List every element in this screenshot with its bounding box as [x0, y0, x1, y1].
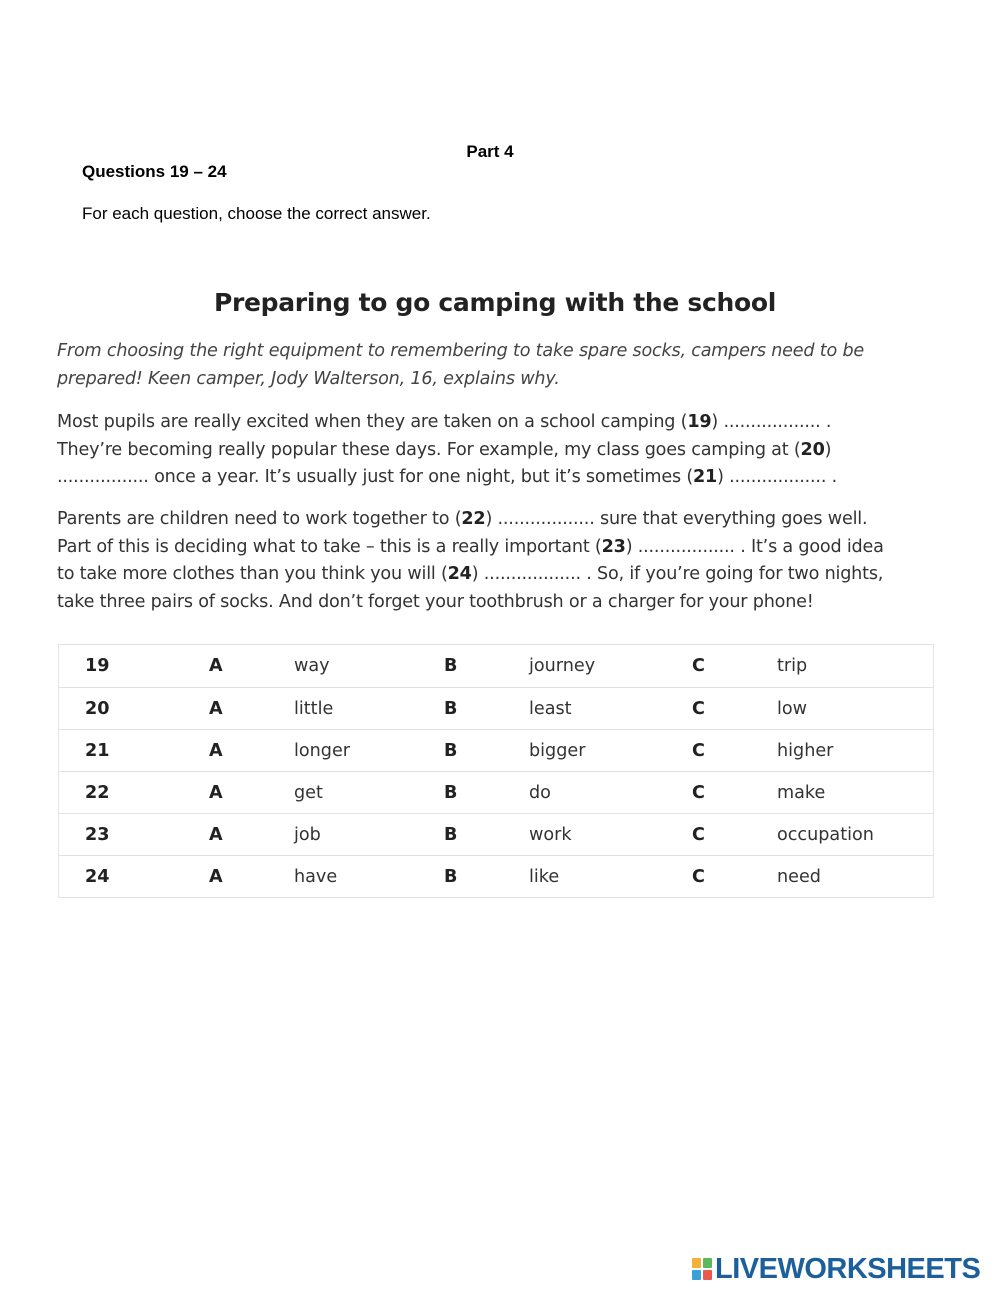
paragraph-line: They’re becoming really popular these days. For example, my class goes camping at (20)	[57, 439, 832, 460]
gap-number-22: 22	[461, 509, 486, 529]
gap-number-21: 21	[693, 467, 718, 488]
option-letter-b: B	[444, 772, 529, 814]
question-number: 22	[59, 772, 210, 814]
option-letter-c: C	[692, 645, 777, 688]
option-letter-b: B	[444, 688, 529, 730]
paragraph-line: take three pairs of socks. And don’t forget your toothbrush or a charger for your phone!	[57, 592, 814, 613]
option-c-word: trip	[777, 645, 934, 688]
paragraph-1	[57, 409, 937, 492]
gap-number-19: 19	[687, 412, 712, 432]
option-letter-a: A	[209, 645, 294, 688]
option-c-word: occupation	[777, 814, 934, 856]
option-letter-b: B	[444, 856, 529, 898]
logo-text: LIVEWORKSHEETS	[715, 1252, 981, 1285]
article-intro	[57, 338, 937, 393]
option-row-23	[59, 814, 934, 856]
intro-line: From choosing the right equipment to remembering to take spare socks, campers need to be	[57, 341, 865, 361]
option-b-word: like	[529, 856, 692, 898]
instruction-text: For each question, choose the correct answer.	[82, 204, 431, 223]
question-number: 19	[59, 645, 210, 688]
option-a-word: have	[294, 856, 444, 898]
option-b-word: bigger	[529, 730, 692, 772]
option-b-word: journey	[529, 645, 692, 688]
gap-number-24: 24	[447, 564, 472, 585]
option-letter-c: C	[692, 730, 777, 772]
logo-square	[692, 1258, 701, 1268]
question-number: 24	[59, 856, 210, 898]
option-a-word: little	[294, 688, 444, 730]
option-a-word: job	[294, 814, 444, 856]
option-row-20	[59, 688, 934, 730]
paragraph-line: Parents are children need to work together to (22) .................. sure that everything goes well.	[57, 509, 868, 529]
option-letter-a: A	[209, 772, 294, 814]
paragraph-2	[57, 506, 937, 617]
option-a-word: get	[294, 772, 444, 814]
paragraph-line: Most pupils are really excited when they are taken on a school camping (19) .................. .	[57, 412, 832, 432]
option-letter-b: B	[444, 814, 529, 856]
option-b-word: do	[529, 772, 692, 814]
option-letter-b: B	[444, 730, 529, 772]
option-letter-a: A	[209, 688, 294, 730]
logo-square	[692, 1270, 701, 1280]
option-b-word: least	[529, 688, 692, 730]
liveworksheets-logo	[692, 1253, 980, 1285]
option-letter-c: C	[692, 856, 777, 898]
logo-icon	[692, 1258, 712, 1280]
question-number: 21	[59, 730, 210, 772]
option-letter-c: C	[692, 772, 777, 814]
option-c-word: low	[777, 688, 934, 730]
question-number: 20	[59, 688, 210, 730]
option-letter-a: A	[209, 730, 294, 772]
part-title: Part 4	[466, 142, 514, 161]
option-row-19	[59, 645, 934, 688]
option-a-word: longer	[294, 730, 444, 772]
questions-range: Questions 19 – 24	[82, 162, 227, 181]
logo-square	[703, 1258, 712, 1268]
paragraph-line: ................. once a year. It’s usually just for one night, but it’s sometimes (21) .................. .	[57, 467, 838, 488]
option-row-24	[59, 856, 934, 898]
option-a-word: way	[294, 645, 444, 688]
paragraph-line: to take more clothes than you think you will (24) .................. . So, if you’re going for two nights,	[57, 564, 884, 585]
paragraph-line: Part of this is deciding what to take – this is a really important (23) .................. . It’s a good idea	[57, 536, 884, 557]
option-letter-a: A	[209, 814, 294, 856]
gap-number-20: 20	[800, 439, 825, 460]
option-c-word: need	[777, 856, 934, 898]
option-c-word: make	[777, 772, 934, 814]
options-table	[58, 644, 934, 898]
question-number: 23	[59, 814, 210, 856]
option-row-21	[59, 730, 934, 772]
option-letter-c: C	[692, 688, 777, 730]
option-row-22	[59, 772, 934, 814]
intro-line: prepared! Keen camper, Jody Walterson, 16, explains why.	[57, 368, 560, 389]
option-letter-c: C	[692, 814, 777, 856]
option-c-word: higher	[777, 730, 934, 772]
gap-number-23: 23	[601, 536, 626, 557]
option-b-word: work	[529, 814, 692, 856]
logo-square	[703, 1270, 712, 1280]
article-title: Preparing to go camping with the school	[213, 288, 777, 317]
option-letter-a: A	[209, 856, 294, 898]
option-letter-b: B	[444, 645, 529, 688]
